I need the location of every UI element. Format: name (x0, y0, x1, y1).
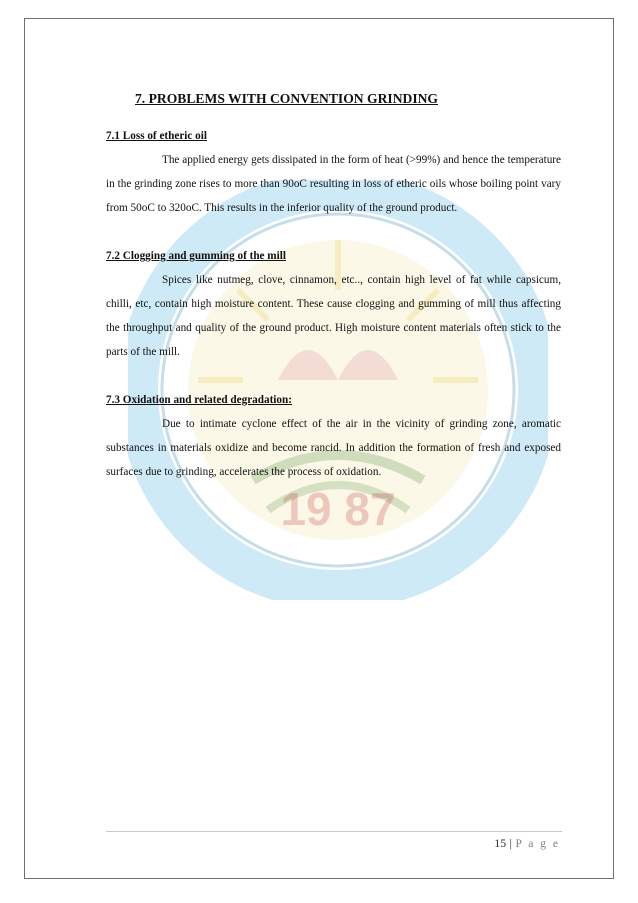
section-paragraph-7-3: Due to intimate cyclone effect of the air in the vicinity of grinding zone, aromatic substances in materials oxidize and become rancid. In addition the formation of fresh and exposed surfaces due to grinding, accelerates the process of oxidation. (106, 418, 561, 478)
section-paragraph-7-2: Spices like nutmeg, clove, cinnamon, etc.., contain high level of fat while capsicum, chilli, etc, contain high moisture content. These cause clogging and gumming of mill thus affecting the throughput and quality of the ground product. High moisture content materials often stick to the parts of the mill. (106, 274, 561, 358)
document-body (106, 88, 561, 484)
page-number: 15 (494, 838, 507, 850)
footer-separator: | (509, 838, 513, 850)
footer-divider (106, 831, 562, 832)
page-title: 7. PROBLEMS WITH CONVENTION GRINDING (135, 91, 439, 106)
section-paragraph-7-1: The applied energy gets dissipated in the form of heat (>99%) and hence the temperature in the grinding zone rises to more than 90oC resulting in loss of etheric oils whose boiling point vary from 50oC to 320oC. This results in the inferior quality of the ground product. (106, 154, 561, 214)
section-heading-7-1: 7.1 Loss of etheric oil (106, 130, 207, 142)
section-heading-7-2: 7.2 Clogging and gumming of the mill (106, 250, 286, 262)
section-heading-7-3: 7.3 Oxidation and related degradation: (106, 394, 292, 406)
page-label: P a g e (515, 838, 560, 850)
watermark-year: 19 87 (280, 483, 396, 535)
page-footer (494, 838, 560, 850)
